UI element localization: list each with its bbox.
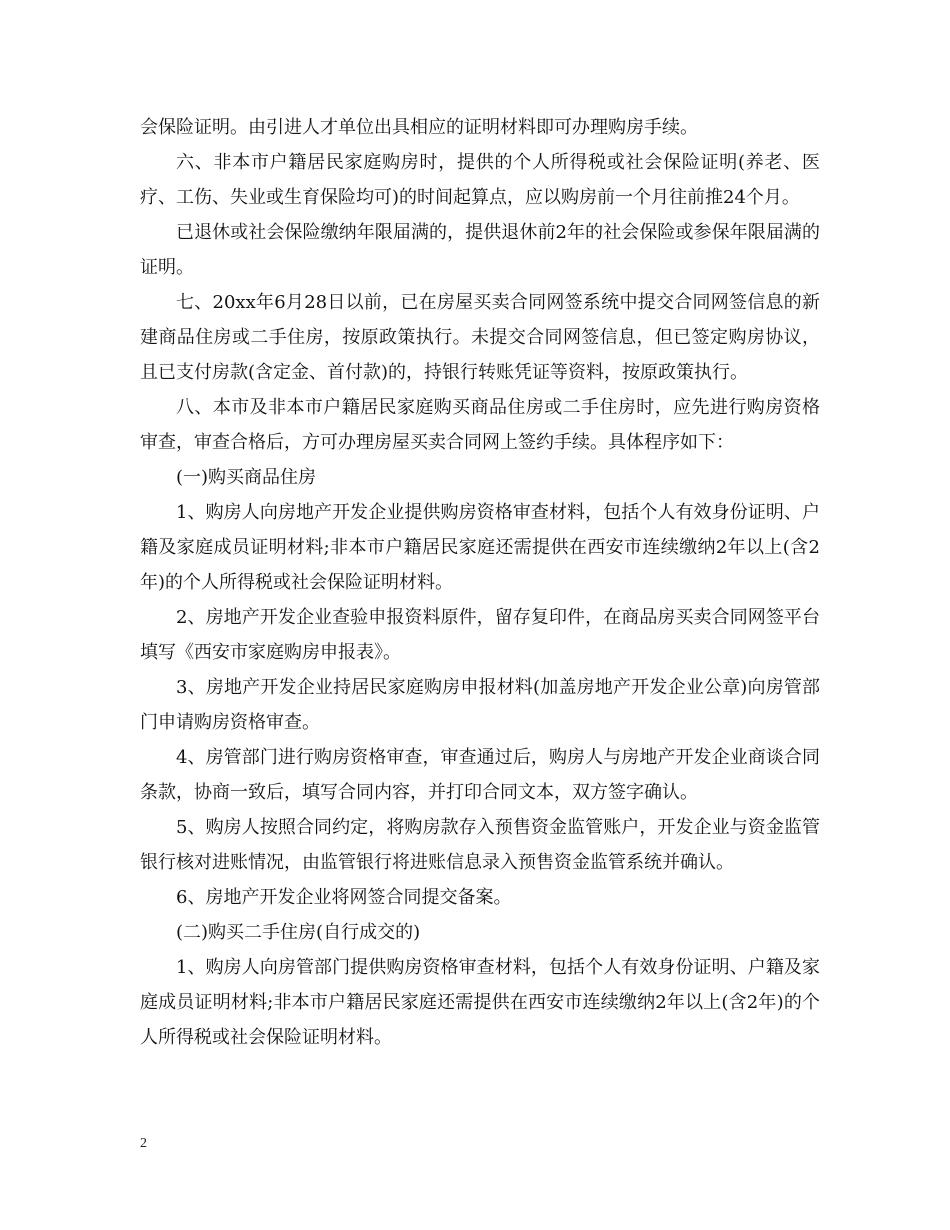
- paragraph: 已退休或社会保险缴纳年限届满的，提供退休前2年的社会保险或参保年限届满的证明。: [140, 222, 820, 278]
- paragraph: 3、房地产开发企业持居民家庭购房申报材料(加盖房地产开发企业公章)向房管部门申请购房资格审查。: [140, 677, 820, 733]
- section-heading: (一)购买商品住房: [176, 467, 317, 488]
- document-body: [140, 110, 820, 1055]
- paragraph: 六、非本市户籍居民家庭购房时，提供的个人所得税或社会保险证明(养老、医疗、工伤、失业或生育保险均可)的时间起算点，应以购房前一个月往前推24个月。: [140, 152, 820, 208]
- paragraph: 会保险证明。由引进人才单位出具相应的证明材料即可办理购房手续。: [140, 117, 698, 138]
- paragraph: 5、购房人按照合同约定，将购房款存入预售资金监管账户，开发企业与资金监管银行核对进账情况，由监管银行将进账信息录入预售资金监管系统并确认。: [140, 817, 820, 873]
- paragraph: 4、房管部门进行购房资格审查，审查通过后，购房人与房地产开发企业商谈合同条款，协商一致后，填写合同内容，并打印合同文本，双方签字确认。: [140, 747, 820, 803]
- paragraph: 2、房地产开发企业查验申报资料原件，留存复印件，在商品房买卖合同网签平台填写《西安市家庭购房申报表》。: [140, 607, 820, 663]
- page-number: 2: [140, 1136, 147, 1151]
- paragraph: 八、本市及非本市户籍居民家庭购买商品住房或二手住房时，应先进行购房资格审查，审查合格后，方可办理房屋买卖合同网上签约手续。具体程序如下：: [140, 397, 820, 453]
- section-heading: (二)购买二手住房(自行成交的): [176, 922, 421, 943]
- paragraph: 七、20xx年6月28日以前，已在房屋买卖合同网签系统中提交合同网签信息的新建商品住房或二手住房，按原政策执行。未提交合同网签信息，但已签定购房协议，且已支付房款(含定金、首付款)的，持银行转账凭证等资料，按原政策执行。: [140, 292, 820, 383]
- paragraph: 6、房地产开发企业将网签合同提交备案。: [176, 887, 512, 908]
- paragraph: 1、购房人向房管部门提供购房资格审查材料，包括个人有效身份证明、户籍及家庭成员证明材料;非本市户籍居民家庭还需提供在西安市连续缴纳2年以上(含2年)的个人所得税或社会保险证明材料。: [140, 957, 820, 1048]
- paragraph: 1、购房人向房地产开发企业提供购房资格审查材料，包括个人有效身份证明、户籍及家庭成员证明材料;非本市户籍居民家庭还需提供在西安市连续缴纳2年以上(含2年)的个人所得税或社会保险证明材料。: [140, 502, 820, 593]
